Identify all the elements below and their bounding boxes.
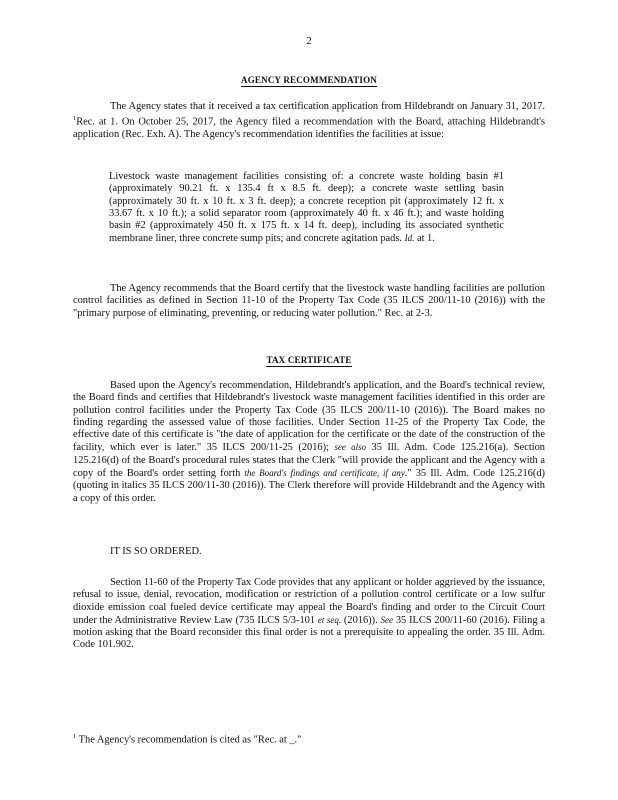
p4-see: See (380, 614, 394, 625)
p3-text-a: Based upon the Agency's recommendation, Hildebrandt's application, and the Board's technical review, the Board finds and certifies that Hildebrandt's livestock waste management facilities identified in this order are pollution control facilities under the Property Tax Code (35 ILCS 200/11-10 (2016)). The Board makes no finding regarding the assessed value of those facilities. Under Section 11-25 of the Property Tax Code, the effective date of this certificate is "the date of application for the certificate or the date of the construction of the facility, which ever is later." 35 ILCS 200/11-25 (2016); (73, 380, 545, 454)
so-ordered: IT IS SO ORDERED. (110, 546, 202, 557)
footnote-ref: 1 (73, 115, 77, 123)
footnote-mark: 1 (73, 733, 77, 740)
quote-text-b: at 1. (414, 233, 435, 245)
p3-see-also: see also (334, 442, 367, 453)
tax-certificate-heading (0, 355, 618, 365)
paragraph-application-received (73, 101, 545, 141)
p4-text-b: (2016)). (341, 614, 381, 626)
p4-text-c: 35 ILCS 200/11-60 (2016). Filing a motion asking that the Board reconsider this final order is not a prerequisite to appealing the order. 35 Ill. Adm. Code 101.902. (73, 614, 545, 651)
quote-text-a: Livestock waste management facilities consisting of: a concrete waste holding basin #1 (approximately 90.21 ft. x 135.4 ft x 8.5 ft. deep); a concrete waste settling basin (approximately 30 ft. x 10 ft. x 3 ft. deep); a concrete reception pit (approximately 12 ft. x 33.67 ft. x 10 ft.); a solid separator room (approximately 40 ft. x 46 ft.); and waste holding basin #2 (approximately 450 ft. x 175 ft. x 14 ft. deep), including its associated synthetic membrane liner, three concrete sump pits; and concrete agitation pads. (109, 171, 504, 245)
paragraph-appeal-rights (73, 577, 545, 652)
p4-text-a: Section 11-60 of the Property Tax Code provides that any applicant or holder aggrieved by the issuance, refusal to issue, denial, revocation, modification or restriction of a pollution control certificate or a low sulfur dioxide emission coal fueled device certificate may appeal the Board's finding and order to the Circuit Court under the Administrative Review Law (735 ILCS 5/3-101 (73, 577, 545, 626)
p1-text-b: Rec. at 1. On October 25, 2017, the Agency filed a recommendation with the Board, attaching Hildebrandt's application (Rec. Exh. A). The Agency's recommendation identifies the facilities at issue: (73, 116, 545, 141)
footnote (73, 733, 301, 745)
agency-recommendation-heading (0, 75, 618, 85)
p3-italic-quote: the Board's findings and certificate, if any (244, 468, 405, 479)
page-number: 2 (306, 35, 312, 47)
p1-text-a: The Agency states that it received a tax certification application from Hildebrandt on January 31, 2017. (110, 101, 545, 112)
p3-text-b: 35 Ill. Adm. Code 125.216(a). Section 125.216(d) of the Board's procedural rules states that the Clerk "will provide the applicant and the Agency with a copy of the Board's order setting forth (73, 442, 545, 480)
certificate-heading-text: TAX CERTIFICATE (266, 355, 352, 365)
paragraph-board-findings (73, 380, 545, 505)
p4-et-seq: et seq. (317, 614, 342, 625)
quote-id-cite: Id. (404, 233, 415, 244)
agency-heading-text: AGENCY RECOMMENDATION (241, 75, 377, 85)
paragraph-agency-recommends: The Agency recommends that the Board certify that the livestock waste handling facilities are pollution control facilities as defined in Section 11-10 of the Property Tax Code (35 ILCS 200/11-10 (2016)) with the "primary purpose of eliminating, preventing, or reducing water pollution." Rec. at 2-3. (73, 283, 545, 319)
block-quote-facilities (109, 171, 504, 246)
p3-text-c: ." 35 Ill. Adm. Code 125.216(d) (quoting in italics 35 ILCS 200/11-30 (2016)). The Clerk therefore will provide Hildebrandt and the Agency with a copy of this order. (73, 468, 545, 504)
footnote-text: The Agency's recommendation is cited as "Rec. at _." (76, 734, 302, 746)
